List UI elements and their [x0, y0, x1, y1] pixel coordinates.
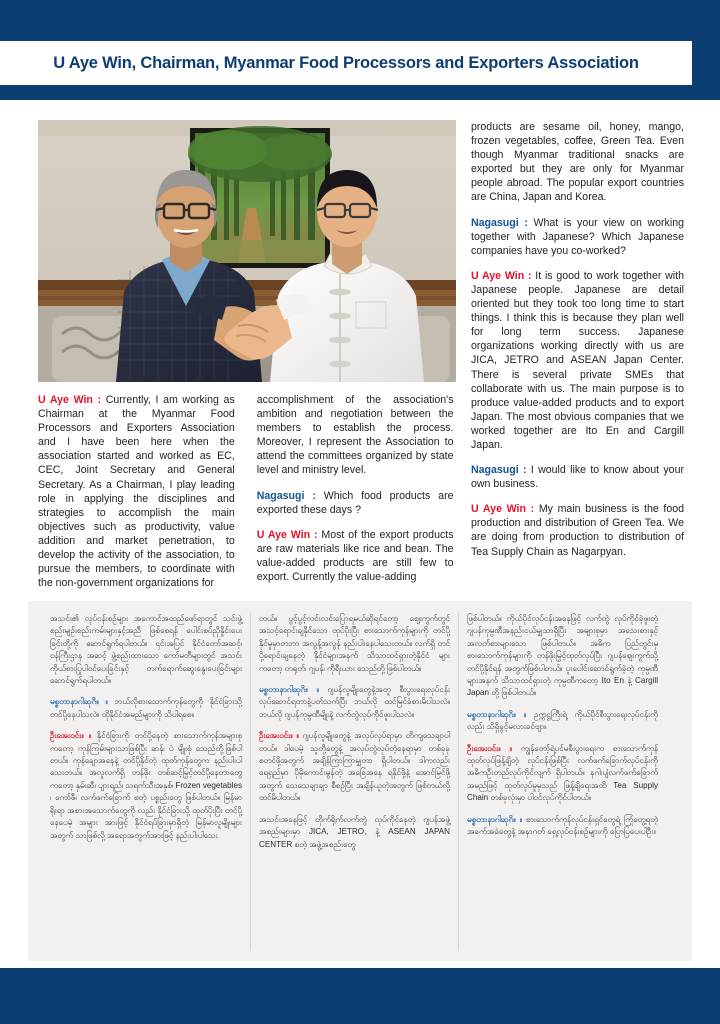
paragraph-text: My main business is the food production and distribution of Green Tea. We are doing from production to distribution of Tea Supply Chain as Nagarpyan. [471, 503, 685, 558]
myanmar-speaker-dash: ။ [292, 731, 303, 741]
myanmar-speaker-aye-win: ဦးအေးဝင်း။ [50, 731, 84, 741]
paragraph [257, 393, 454, 478]
myanmar-speaker-dash: ။ [307, 685, 328, 695]
myanmar-text: အသင်း၏ လုပ်ငန်းစဉ်များ အကောင်အထည်ဖော်ရာတွင် သင်းဖွဲ့စည်းမျဉ်းစည်းကမ်းများနှင့်အညီ ဖြစ်စေရန် ပေါင်းစပ်ညှိနှိုင်းပေးခြင်းတို့ကို ဆောင်ရွက်ရပါတယ်။ ၎င်းအပြင် နိုင်ငံတော်အဆင့်၊ ဝန်ကြီးဌာန အဆင့် ဖွဲ့စည်းထားသော ကော်မတီများတွင် အသင်းကိုယ်စားပြုပါဝင်ပေးခြင်းနှင့် တက်ရောက်ဆွေးနွေးပေးခြင်းများ ဆောင်ရွက်ရပါတယ်။ [50, 614, 242, 686]
speaker-label-nagasugi: Nagasugi [471, 216, 519, 229]
myanmar-speaker-dash: ။ [515, 709, 534, 719]
paragraph-text: What is your view on working together with Japanese? Which Japanese companies have you co-worked? [471, 216, 684, 257]
speaker-label-nagasugi: Nagasugi [256, 489, 305, 502]
paragraph [471, 216, 684, 258]
myanmar-paragraph [259, 613, 450, 675]
myanmar-speaker-nagasugi: မစ္စတာနာဂါဆုဂိ။ [467, 709, 516, 719]
myanmar-paragraph [259, 684, 450, 721]
paragraph-text: I would like to know about your own business. [471, 464, 684, 491]
myanmar-paragraph [259, 814, 450, 851]
myanmar-text: ကျွန်တော့်ရဲ့ပင်မစီးပွားရေးက စားသောက်ကုန်ထုတ်လုပ်ဖြန့်ချိတဲ့ လုပ်ငန်းဖြစ်ပြီး လက်ဖက်ခြောက်လုပ်ငန်းကို အဓိကဦးတည်လုပ်ကိုင်လျက် ရှိပါတယ်။ နဂါးပျံလက်ဖက်ခြောက်အမည်ဖြင့် ထုတ်လုပ်မှုမှသည် ဖြန့်ချိရေးအထိ Tea Supply Chain တစ်ခုလုံးမှာ ပါဝင်လုပ်ကိုင်ပါတယ်။ [467, 743, 658, 803]
myanmar-speaker-dash: ။ [515, 814, 526, 824]
myanmar-text: ဂျပန်လူမျိုးတွေနဲ့အတူ စီးပွားရေးလုပ်ငန်း လုပ်ဆောင်ရတာနဲ့ပတ်သက်ပြီး ဘယ်လို ထင်မြင်ခံစားမိပါသလဲ။ ဘယ်လို ဂျပန်ကုမ္ပဏီမျိုးနဲ့ လက်တွဲလုပ်ကိုင်ဖူးပါသလဲ။ [259, 685, 450, 719]
speaker-colon: : [92, 394, 106, 406]
myanmar-paragraph [467, 613, 658, 700]
paragraph-text: It is good to work together with Japanese people. Japanese are detail oriented but they took too long time to start things. I think this is because they plan well for long term success. Japanese organizations working directly with us are JICA, JETRO and ASEAN Japan Center. There is several private SMEs that collaborate with us. The main purpose is to produce value-added products and to export Japan. The most obvious companies that we worked together are Ito En and Cargill Japan. [471, 269, 684, 451]
paragraph-text: Currently, I am working as Chairman at the Myanmar Food Processors and Exporters Association and I have been here when the association started and worked as EC, CEC, Joint Secretary and General Secretary. As a Chairman, I play leading role in applying the disciplines and strategies to accomplish the main objectives such as productivity, value addition and market penetration, to develop the activity of the association, to pursue the members, to coordinate with the non-government organizations for [38, 394, 235, 590]
paragraph [471, 120, 684, 205]
myanmar-paragraph [259, 730, 450, 804]
english-column-1 [38, 393, 235, 590]
myanmar-text: စားသောက်ကုန်လုပ်ငန်းရှင်တွေရဲ့ ကြုံတွေ့ရတဲ့ အခက်အခဲတွေနဲ့ အနာဂတ် ရှေ့လုပ်ငန်းစဉ်များကို ပြောပြပေးပါဦး။ [467, 814, 658, 837]
title-box [0, 41, 692, 85]
english-column-3-spacer [476, 393, 685, 590]
myanmar-speaker-nagasugi: မစ္စတာနာဂါဆုဂိ။ [259, 685, 308, 695]
speaker-label-aye-win: U Aye Win [471, 269, 525, 282]
myanmar-paragraph [50, 613, 242, 687]
interview-photo [38, 120, 456, 382]
photo-illustration [38, 120, 456, 382]
myanmar-column-1 [42, 613, 250, 951]
paragraph [257, 489, 454, 517]
speaker-label-aye-win: U Aye Win [38, 394, 93, 406]
myanmar-paragraph [467, 709, 658, 734]
myanmar-text: ဂျပန်လူမျိုးတွေနဲ့ အလုပ်လုပ်ရာမှာ တိကျသေချာပါတယ်။ ဒါပေမဲ့ သူတို့တွေနဲ့ အလုပ်တွဲလုပ်တဲ့နေရာမှာ တစ်ခုခု စတင်ဖို့အတွက် အချိန်ကြာကြာမျှတာ ရှိပါတယ်။ ဒါကလည်း ရေရှည်မှာ ပိုမိုကောင်းမွန်တဲ့ အခြေအနေ ရနိုင်ဖို့နဲ့ အောင်မြင်ဖို့အတွက် သေသေချာချာ စီစဉ်ပြီး အချိန်ယူတဲ့အတွက် ဖြစ်တယ်လို့ ထင်မိပါတယ်။ [259, 731, 450, 803]
myanmar-speaker-aye-win: ဦးအေးဝင်း။ [467, 743, 501, 753]
myanmar-paragraph [467, 814, 658, 839]
speaker-colon: : [518, 216, 534, 229]
paragraph-text: Which food products are exported these days ? [256, 489, 454, 516]
paragraph-text: Most of the export products are raw materials like rice and bean. The value-added products are still few to export. Currently the value-adding [256, 528, 454, 584]
myanmar-paragraph [50, 730, 242, 842]
myanmar-text: တယ်။ ပွင့်ပွင့်လင်းလင်းပြောရမယ်ဆိုရင်တော့ ဈေးကွက်တွင် အသင့်ရောင်းချနိုင်သော ထုပ်ပိုးပြီး စားသောက်ကုန်များကို တင်ပို့နိုင်မှုမှာတဘာ အလွန့်အလွန် နည်းပါးနေပါသေးတယ်။ လက်ရှိ တင်ပို့ရောင်းချနေတဲ့ နိုင်ငံများအနက် သိသာထင်ရှားတဲ့နိုင်ငံ များကတော့ တရုတ်၊ ဂျပန်၊ ကိုရီးယား သေည်တို့ဖြစ်ပါတယ်။ [259, 614, 450, 673]
myanmar-panel [28, 601, 692, 961]
speaker-colon: : [518, 464, 531, 477]
myanmar-paragraph [467, 743, 658, 805]
paragraph-text: accomplishment of the association's ambition and negotiation between the members to establish the process. Moreover, I represent the Association to attend the committees organized by state level and ministry level. [256, 394, 454, 477]
speaker-colon: : [525, 503, 539, 516]
myanmar-column-2 [250, 613, 458, 951]
speaker-colon: : [524, 269, 536, 282]
myanmar-text: ဥက္ကဋ္ဌကြီးရဲ့ ကိုယ်ပိုင်စီးပွားရေးလုပ်ငန်းကိုလည်း သိရှိခွင့်မလားခင်ဗျာ။ [467, 709, 658, 732]
myanmar-paragraph [50, 696, 242, 721]
myanmar-columns [28, 601, 692, 961]
speaker-label-aye-win: U Aye Win [256, 528, 311, 541]
paragraph-text: products are sesame oil, honey, mango, frozen vegetables, coffee, Green Tea. Even though Myanmar traditional snacks are exported but they are only for Myanmar people abroad. The popular export countries are China, Japan and Korea. [471, 121, 684, 204]
myanmar-column-3 [458, 613, 666, 951]
speaker-label-nagasugi: Nagasugi [471, 464, 519, 477]
speaker-colon: : [304, 489, 324, 502]
speaker-label-aye-win: U Aye Win [471, 503, 526, 516]
english-bottom-columns [38, 393, 684, 590]
myanmar-speaker-nagasugi: မစ္စတာနာဂါဆုဂိ။ [50, 697, 99, 707]
myanmar-speaker-dash: ။ [500, 743, 521, 753]
myanmar-text: နိုင်ငံခြားကို တင်ပို့နေတဲ့ စားသောက်ကုန်အများစုကတော့ ကုန်ကြမ်းများသာဖြစ်ပြီး ဆန်၊ ပဲ မျိုးစုံ သေည်တို့ဖြစ်ပါတယ်။ ကုန်ချောအနေနဲ့ တင်ပို့နိုင်တဲ့ ထုတ်ကုန်တွေက နည်းပါးပါသေးတယ်။ အလှုလက်ရှိ တန်ဖိုး တစ်ဆင့်မြှင့်တင်ပို့နေတာတွေကတော့ နှမ်းဆီ၊ ပျားရည်၊ သရက်သီးအနှစ်၊ Frozen vegetables ၊ ကော်ဖီ၊ လက်ဖက်ခြောက် စတဲ့ ပစ္စည်းတွေ ဖြစ်ပါတယ်။ မြန်မာရိုးရာ အစားအသောက်တွေကို လည်း နိုင်ငံခြားသို့ ထုတ်ပိုးပြီး တင်ပို့နေပေမဲ့ အများ အားဖြင့် နိုင်ငံရပ်ခြားမှာရှိတဲ့ မြန်မာလူမျိုးများအတွက် သာဖြစ်လို့ အရောအတွက်အားဖြင့် နည်းပါးပါသေး [50, 731, 242, 840]
myanmar-text: အသင်းအနေဖြင့် တိုက်ရိုက်လက်တွဲ လုပ်ကိုင်နေတဲ့ ဂျပန်အဖွဲ့အစည်းများမှာ JICA, JETRO, နဲ့ ASEAN JAPAN CENTER စတဲ့ အဖွဲ့အစည်းတွေ [259, 814, 450, 849]
paragraph [257, 528, 454, 584]
myanmar-speaker-dash: ။ [98, 697, 115, 707]
paragraph [38, 393, 235, 590]
english-column-2 [257, 393, 454, 590]
myanmar-text: ဖြစ်ပါတယ်။ ကိုယ်ပိုင်လုပ်ငန်းအနေဖြင့် လက်တွဲ လုပ်ကိုင်ခဲ့ဖူးတဲ့ ဂျပန်ကုမ္ပဏီအနည်းငယ်မျှသာရှိပြီး အများစုမှာ အသေးစားနှင့် အလတ်စားများသော ဖြစ်ပါတယ်။ အဓိက ပြည်တွင်းမှ စားသောက်ကုန်များကို တန်ဖိုးမြှင့်ထုတ်လုပ်ပြီး ဂျပန်ဈေးကွက်သို့ တင်ပို့နိုင်ရန် အတွက်ဖြစ်ပါတယ်။ ပူးပေါင်းဆောင်ရွက်ခဲ့တဲ့ ကုမ္ပဏီများအနက် သိသာထင်ရှားတဲ့ ကုမ္ပဏီကတော့ Ito En နဲ့ Cargill Japan တို့ ဖြစ်ပါတယ်။ [467, 614, 658, 698]
myanmar-text: ဘယ်လိုစားသောက်ကုန်တွေကို နိုင်ငံခြားသို့ တင်ပို့နေပါသလဲ။ ထိုနိုင်ငံအမည်များကို သိပါရစေ။ [50, 697, 242, 719]
myanmar-speaker-dash: ။ [83, 731, 97, 741]
speaker-colon: : [310, 528, 322, 541]
myanmar-speaker-nagasugi: မစ္စတာနာဂါဆုဂိ။ [467, 814, 516, 824]
footer-band [0, 968, 720, 1024]
page-title: U Aye Win, Chairman, Myanmar Food Processors and Exporters Association [53, 53, 639, 72]
myanmar-speaker-aye-win: ဦးအေးဝင်း။ [259, 731, 293, 741]
